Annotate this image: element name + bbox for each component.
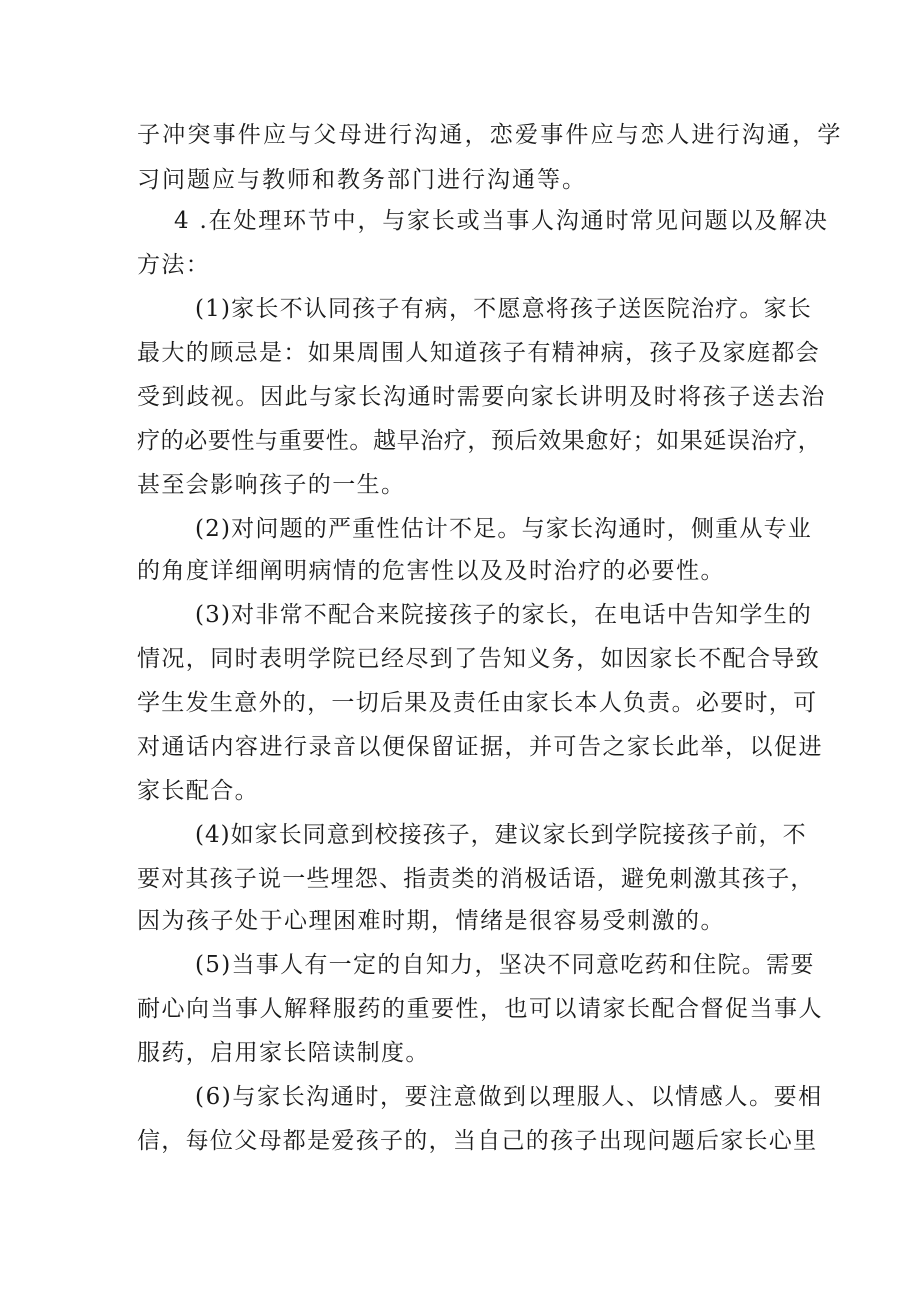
list-item-1-line: 受到歧视。因此与家长沟通时需要向家长讲明及时将孩子送去治 [137, 384, 826, 410]
list-item-5-line: 服药，启用家长陪读制度。 [137, 1040, 430, 1066]
list-item-2-line: (2)对问题的严重性估计不足。与家长沟通时，侧重从专业 [195, 516, 812, 542]
list-item-4-line: (4)如家长同意到校接孩子，建议家长到学院接孩子前，不 [195, 822, 807, 848]
list-item-5-line: 耐心向当事人解释服药的重要性，也可以请家长配合督促当事人 [137, 996, 823, 1022]
text-line: 子冲突事件应与父母进行沟通，恋爱事件应与恋人进行沟通，学 [137, 122, 843, 148]
section-heading-line: 方法： [137, 252, 211, 278]
list-item-4-line: 要对其孩子说一些埋怨、指责类的消极话语，避免刺激其孩子， [137, 866, 815, 892]
list-item-1-line: (1)家长不认同孩子有病，不愿意将孩子送医院治疗。家长 [195, 296, 812, 322]
list-item-3-line: 家长配合。 [137, 778, 259, 804]
list-item-1-line: 最大的顾忌是：如果周围人知道孩子有精神病，孩子及家庭都会 [137, 340, 821, 366]
list-item-1-line: 疗的必要性与重要性。越早治疗，预后效果愈好；如果延误治疗， [137, 428, 822, 454]
list-item-3-line: 对通话内容进行录音以便保留证据，并可告之家长此举，以促进 [137, 734, 823, 760]
list-item-4-line: 因为孩子处于心理困难时期，情绪是很容易受刺激的。 [137, 908, 725, 934]
list-item-2-line: 的角度详细阐明病情的危害性以及及时治疗的必要性。 [137, 558, 725, 584]
section-heading-line: 4 .在处理环节中，与家长或当事人沟通时常见问题以及解决 [174, 208, 829, 234]
list-item-3-line: 情况，同时表明学院已经尽到了告知义务，如因家长不配合导致 [137, 646, 821, 672]
list-item-3-line: 学生发生意外的，一切后果及责任由家长本人负责。必要时，可 [137, 690, 818, 716]
list-item-1-line: 甚至会影响孩子的一生。 [137, 472, 406, 498]
list-item-6-line: (6)与家长沟通时，要注意做到以理服人、以情感人。要相 [195, 1084, 823, 1110]
list-item-3-line: (3)对非常不配合来院接孩子的家长，在电话中告知学生的 [195, 602, 812, 628]
list-item-6-line: 信，每位父母都是爱孩子的，当自己的孩子出现问题后家长心里 [137, 1128, 818, 1154]
text-line: 习问题应与教师和教务部门进行沟通等。 [137, 167, 587, 193]
list-item-5-line: (5)当事人有一定的自知力，坚决不同意吃药和住院。需要 [195, 952, 815, 978]
